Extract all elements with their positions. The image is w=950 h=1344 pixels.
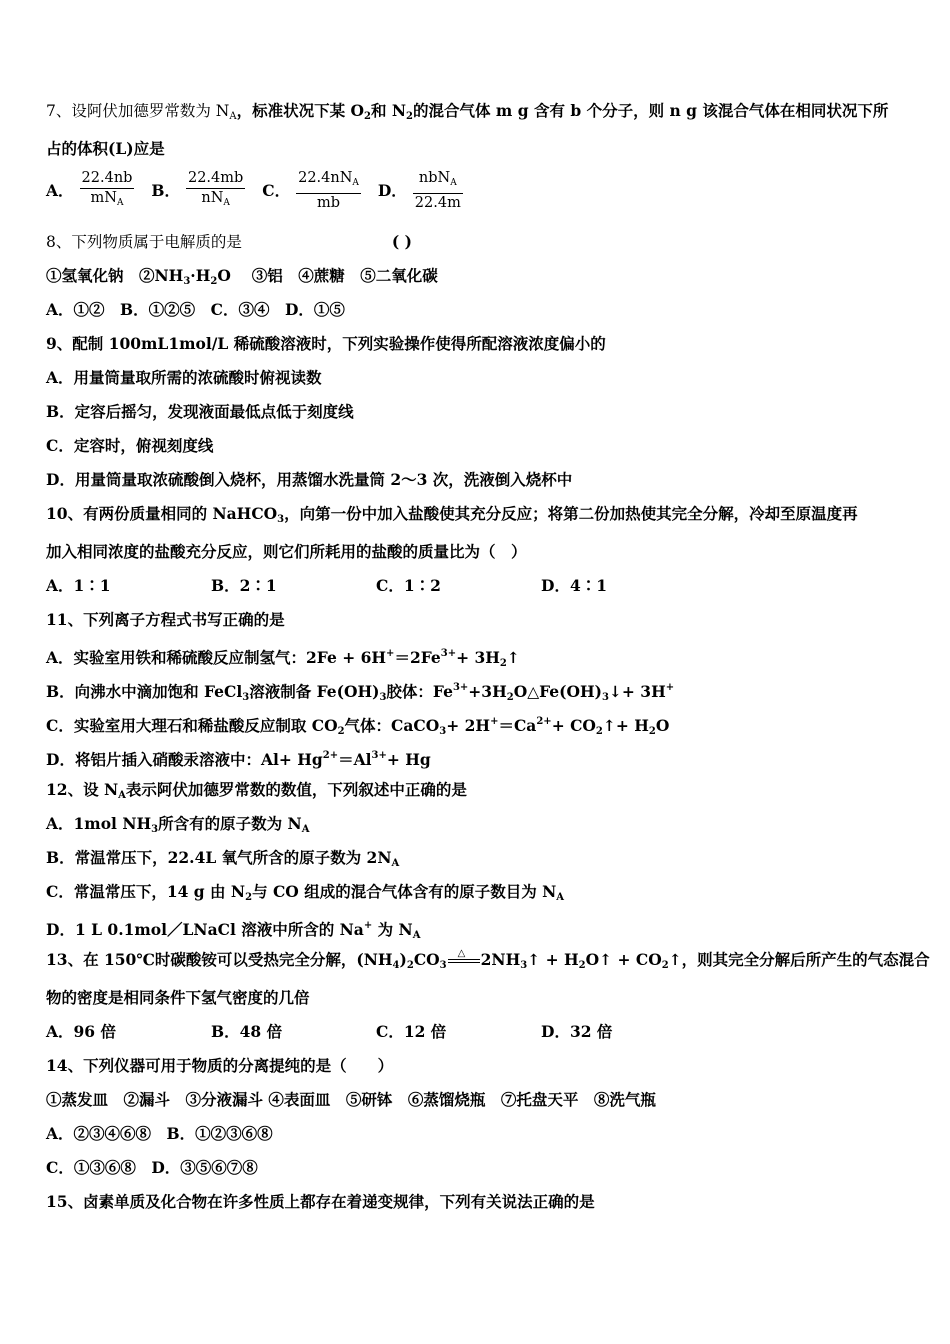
q7-options bbox=[46, 170, 467, 212]
heating-equals-sign: △ bbox=[447, 957, 481, 965]
q7-option-a-label: A． bbox=[46, 181, 74, 200]
q13-option-b: B．48 倍 bbox=[211, 1022, 283, 1041]
q7-line2: 占的体积(L)应是 bbox=[46, 139, 165, 158]
q15-stem: 15、卤素单质及化合物在许多性质上都存在着递变规律，下列有关说法正确的是 bbox=[46, 1192, 595, 1211]
q10-option-d: D．4∶1 bbox=[541, 576, 608, 595]
q10-option-b: B．2∶1 bbox=[211, 576, 277, 595]
q8-stem: 8、下列物质属于电解质的是 ( ) bbox=[46, 232, 412, 251]
q14-items: ①蒸发皿 ②漏斗 ③分液漏斗 ④表面皿 ⑤研钵 ⑥蒸馏烧瓶 ⑦托盘天平 ⑧洗气瓶 bbox=[46, 1090, 656, 1109]
q13-option-c: C．12 倍 bbox=[376, 1022, 447, 1041]
q7-option-c-label: C． bbox=[262, 181, 291, 200]
q10-line2: 加入相同浓度的盐酸充分反应，则它们所耗用的盐酸的质量比为（ ） bbox=[46, 542, 527, 561]
q12-stem: 12、设 $N_A$表示阿伏加德罗常数的数值，下列叙述中正确的是 bbox=[46, 780, 467, 801]
q12-option-c: C．常温常压下，14 g 由 $N_2$与 CO 组成的混合气体含有的原子数目为 $N_A$ bbox=[46, 882, 565, 903]
q7-line1: 7、设阿伏加德罗常数为 $N_A$，标准状况下某 $O_2$和 $N_2$的混合气体 m g 含有 b 个分子，则 n g 该混合气体在相同状况下所 bbox=[46, 101, 889, 122]
q12-option-a: A．1mol $NH_3$所含有的原子数为 $N_A$ bbox=[46, 814, 310, 835]
q13-options bbox=[46, 1022, 612, 1042]
q7-option-d-label: D． bbox=[377, 181, 407, 200]
q10-option-c: C．1∶2 bbox=[376, 576, 441, 595]
q10-options bbox=[46, 576, 607, 596]
q14-options-row2: C．①③⑥⑧ D．③⑤⑥⑦⑧ bbox=[46, 1158, 258, 1177]
q7-fraction-a: $\frac{22.4nb}{mN_A}$ bbox=[81, 170, 133, 208]
q13-line1: 13、在 150℃时碳酸铵可以受热完全分解，$(NH_4)_2CO_3$ △ $2NH_3↑$ + $H_2O↑$ + $CO_2↑$，则其完全分解后所产生的气态混合 bbox=[46, 948, 930, 971]
q9-option-d: D．用量筒量取浓硫酸倒入烧杯，用蒸馏水洗量筒 2～3 次，洗液倒入烧杯中 bbox=[46, 470, 573, 489]
answer-paren: ( ) bbox=[391, 232, 412, 251]
q7-option-b-label: B． bbox=[151, 181, 180, 200]
q7-fraction-d: $\frac{nbN_A}{22.4m}$ bbox=[414, 170, 461, 211]
q11-option-d: D．将铝片插入硝酸汞溶液中：$Al+ Hg^{2+}=Al^{3+}+ Hg$ bbox=[46, 750, 431, 769]
q10-option-a: A．1∶1 bbox=[46, 576, 111, 595]
q7-fraction-b: $\frac{22.4mb}{nN_A}$ bbox=[187, 170, 244, 208]
q13-line2: 物的密度是相同条件下氢气密度的几倍 bbox=[46, 988, 310, 1007]
q10-line1: 10、有两份质量相同的 NaHCO$_3$，向第一份中加入盐酸使其充分反应；将第二份加热使其完全分解，冷却至原温度再 bbox=[46, 504, 858, 525]
q12-option-b: B．常温常压下，22.4L 氧气所含的原子数为 $2N_A$ bbox=[46, 848, 400, 869]
q7-fraction-c: $\frac{22.4nN_A}{mb}$ bbox=[298, 170, 359, 211]
q9-option-a: A．用量筒量取所需的浓硫酸时俯视读数 bbox=[46, 368, 322, 387]
q9-option-c: C．定容时，俯视刻度线 bbox=[46, 436, 214, 455]
q11-option-a: A．实验室用铁和稀硫酸反应制氢气：$2Fe + 6H^+=2Fe^{3+}+$ $3H_2↑$ bbox=[46, 648, 520, 669]
q8-items: ①氢氧化钠 $②NH_3\cdot H_2O$ ③铝 ④蔗糖 ⑤二氧化碳 bbox=[46, 266, 438, 287]
q8-options: A．①② B．①②⑤ C．③④ D．①⑤ bbox=[46, 300, 345, 319]
q14-stem: 14、下列仪器可用于物质的分离提纯的是（ ） bbox=[46, 1056, 394, 1075]
q13-option-a: A．96 倍 bbox=[46, 1022, 116, 1041]
q11-option-b: B．向沸水中滴加饱和 FeCl$_3$溶液制备 $Fe(OH)_3$胶体：$Fe^{3+}+3H_2O\triangle Fe(OH)_3↓+ 3H^+$ bbox=[46, 682, 675, 703]
q11-option-c: C．实验室用大理石和稀盐酸反应制取 $CO_2$气体：CaCO$_3$+ $2H^+=Ca^{2+}+$ $CO_2↑+ H_2O$ bbox=[46, 716, 670, 737]
q11-stem: 11、下列离子方程式书写正确的是 bbox=[46, 610, 285, 629]
q12-option-d: D．1 L 0.1mol／LNaCl 溶液中所含的 Na+ 为 $N_A$ bbox=[46, 920, 421, 941]
q13-option-d: D．32 倍 bbox=[541, 1022, 613, 1041]
q9-stem: 9、配制 100mL1mol/L 稀硫酸溶液时，下列实验操作使得所配溶液浓度偏小的 bbox=[46, 334, 606, 353]
q14-options-row1: A．②③④⑥⑧ B．①②③⑥⑧ bbox=[46, 1124, 273, 1143]
q9-option-b: B．定容后摇匀，发现液面最低点低于刻度线 bbox=[46, 402, 354, 421]
